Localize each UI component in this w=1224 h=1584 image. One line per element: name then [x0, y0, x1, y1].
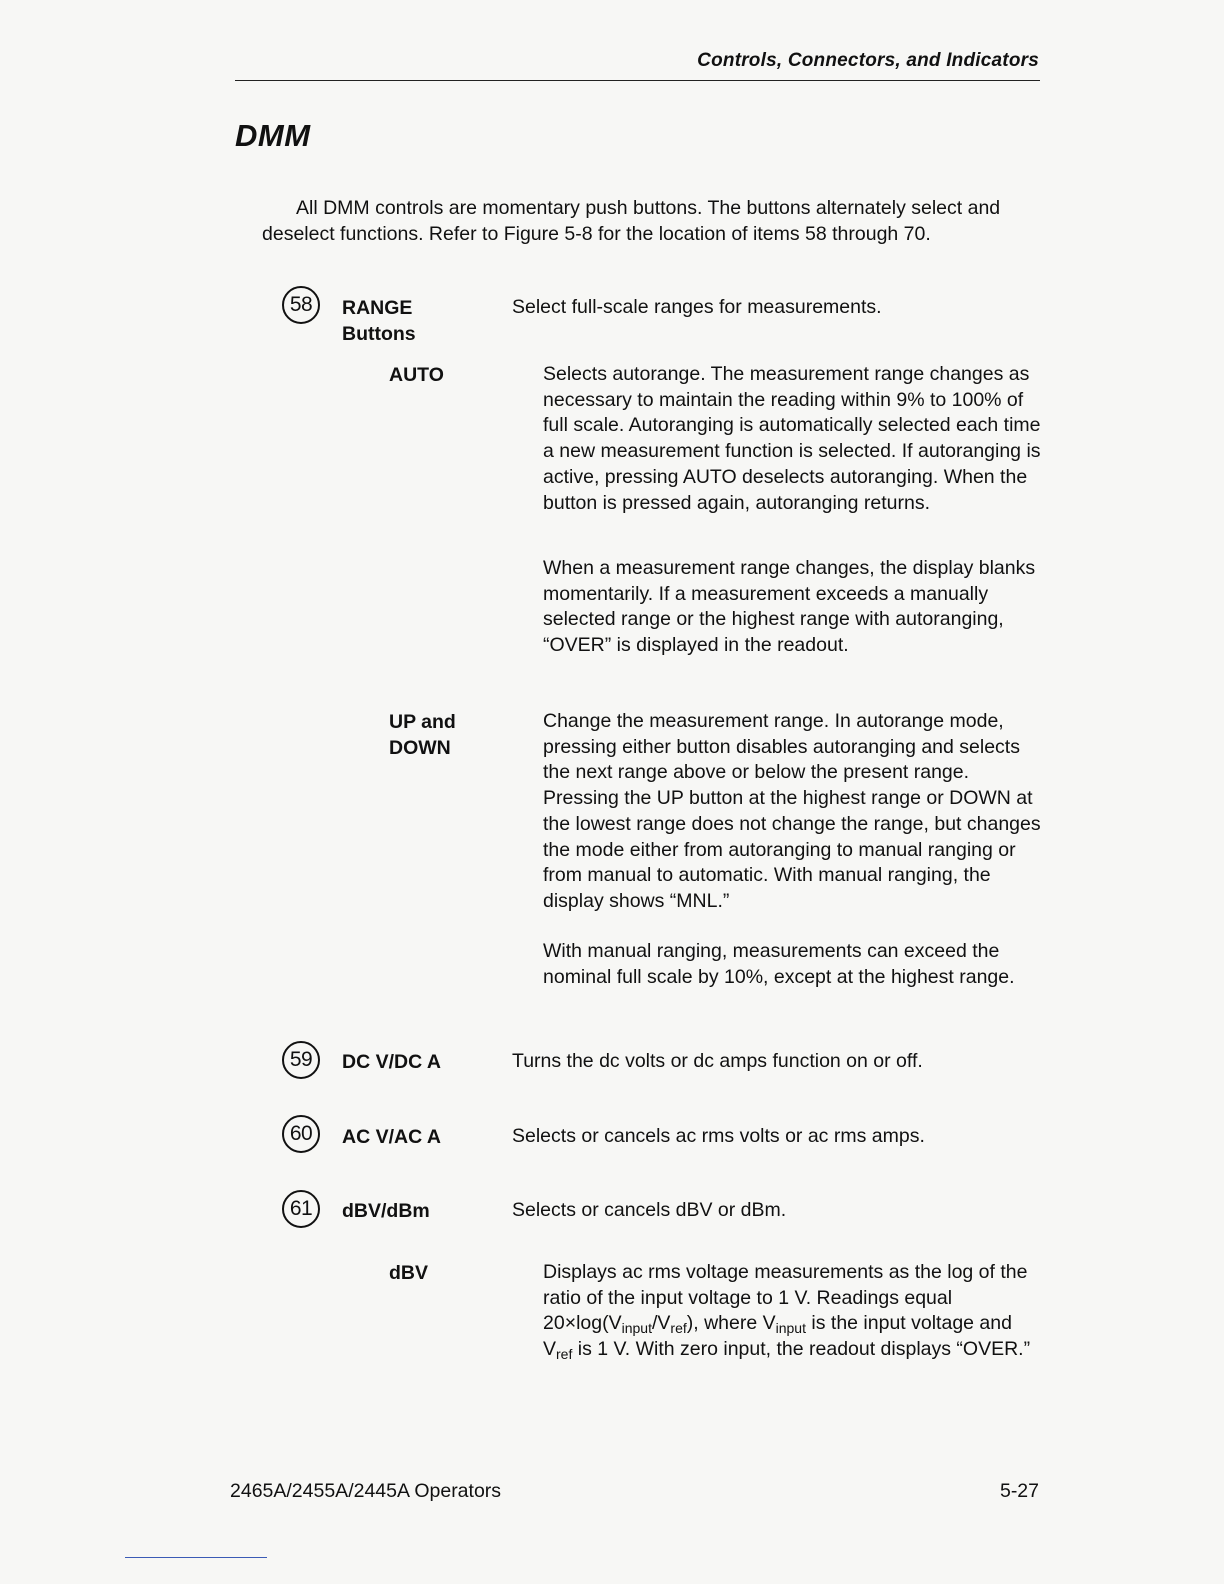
footer-manual-title: 2465A/2455A/2445A Operators — [230, 1480, 502, 1502]
subitem-paragraph: Change the measurement range. In autorange mode, pressing either button disables autoranging and selects the next range above or below the present range. Pressing the UP button at the highest range or DOWN at the lowest range does not change the range, but changes the mode either from autoranging to manual ranging or from manual to automatic. With manual ranging, the display shows “MNL.” — [543, 710, 1041, 912]
text-run: Displays ac rms voltage measurements as the log of the ratio of the input voltage to 1 V. Readings equal 20×log(V — [543, 1261, 1028, 1335]
subitem-paragraph: When a measurement range changes, the display blanks momentarily. If a measurement exceeds a manually selected range or the highest range with autoranging, “OVER” is displayed in the readout. — [543, 557, 1036, 657]
intro-paragraph: All DMM controls are momentary push buttons. The buttons alternately select and deselect functions. Refer to Figure 5-8 for the location of items 58 through 70. — [262, 197, 1001, 245]
item-label: DC V/DC A — [342, 1051, 441, 1073]
item-number-badge: 59 — [282, 1041, 320, 1079]
item-description: Select full-scale ranges for measurements. — [512, 296, 882, 318]
footer-page-number: 5-27 — [999, 1480, 1039, 1502]
subitem-label-auto: AUTO — [389, 364, 444, 386]
header-rule — [235, 80, 1040, 81]
item-label-line1: RANGE — [342, 297, 413, 319]
subitem-label-line2: DOWN — [389, 737, 451, 759]
item-label: AC V/AC A — [342, 1126, 441, 1148]
running-head: Controls, Connectors, and Indicators — [697, 50, 1039, 71]
subitem-paragraph: Selects autorange. The measurement range changes as necessary to maintain the reading within 9% to 100% of full scale. Autoranging is automatically selected each time a new measurement function is selected. If autoranging is active, pressing AUTO deselects autoranging. When the button is pressed again, autoranging returns. — [543, 363, 1041, 514]
item-label — [342, 295, 502, 347]
item-label-line2: Buttons — [342, 323, 416, 345]
item-number-badge: 58 — [282, 286, 320, 324]
text-run: is the input voltage and V — [543, 1312, 1012, 1361]
subitem-label-line1: UP and — [389, 711, 456, 733]
subscript-ref: ref — [556, 1346, 573, 1363]
text-run: /V — [651, 1312, 671, 1335]
text-run: ), where V — [686, 1312, 776, 1335]
item-description: Turns the dc volts or dc amps function on or off. — [512, 1050, 923, 1072]
text-run: is 1 V. With zero input, the readout displays “OVER.” — [572, 1338, 1031, 1361]
section-title: DMM — [235, 118, 311, 153]
subitem-paragraph — [543, 1260, 1043, 1363]
subitem-label-dbv: dBV — [389, 1262, 428, 1284]
item-description: Selects or cancels dBV or dBm. — [512, 1199, 787, 1221]
item-number-badge: 60 — [282, 1115, 320, 1153]
subscript-input: input — [621, 1320, 652, 1337]
subitem-label-up-down — [389, 709, 529, 761]
subitem-paragraph: With manual ranging, measurements can exceed the nominal full scale by 10%, except at the highest range. — [543, 940, 1015, 988]
scan-edge-mark — [125, 1557, 267, 1558]
item-description: Selects or cancels ac rms volts or ac rms amps. — [512, 1125, 925, 1147]
item-number-badge: 61 — [282, 1190, 320, 1228]
subscript-input: input — [775, 1320, 806, 1337]
item-label: dBV/dBm — [342, 1200, 430, 1222]
subscript-ref: ref — [670, 1320, 687, 1337]
